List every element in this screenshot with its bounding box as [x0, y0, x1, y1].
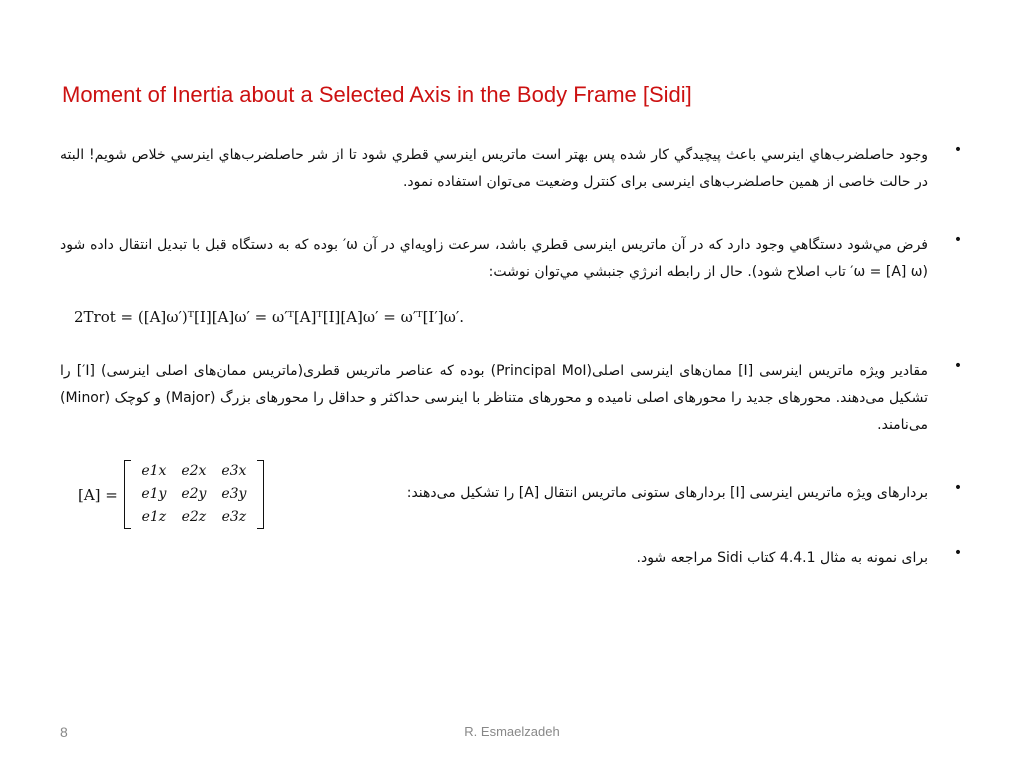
- matrix-cell: e2x: [181, 463, 207, 479]
- bullet-icon: •: [953, 232, 963, 248]
- bullet-item-3: [60, 358, 965, 442]
- bullet-text-3: مقادير ويژه ماتريس اينرسی [I] ممان‌های اينرسی اصلی(Principal MoI) بوده كه عناصر ماتريس قطری(ماتريس ممان‌های اصلی اينرسی) [I′] را تشكيل می‌دهند. محورهای جديد را محورهای اصلی ناميده و محورهای متناظر با اينرسی حداكثر و حداقل را محورهای بزرگ (Major) و كوچک (Minor) می‌نامند.: [60, 363, 928, 433]
- bullet-icon: •: [953, 358, 963, 374]
- bullet-icon: •: [953, 142, 963, 158]
- matrix-cell: e1z: [141, 509, 167, 525]
- matrix-cell: e3y: [221, 486, 247, 502]
- matrix-cell: e3x: [221, 463, 247, 479]
- matrix-cell: e3z: [221, 509, 247, 525]
- bullet-icon: •: [953, 545, 963, 561]
- footer-author: R. Esmaelzadeh: [464, 724, 560, 739]
- page-number: 8: [60, 724, 68, 740]
- matrix-cell: e1y: [141, 486, 167, 502]
- matrix-cell: e1x: [141, 463, 167, 479]
- matrix-cell: e2y: [181, 486, 207, 502]
- bullet-text-5: برای نمونه به مثال 4.4.1 كتاب Sidi مراجعه شود.: [636, 550, 928, 566]
- matrix-lhs: [A] =: [78, 485, 118, 504]
- bullet-icon: •: [953, 480, 963, 496]
- bullet-text-4: بردارهای ويژه ماتريس اينرسی [I] بردارهای ستونی ماتريس انتقال [A] را تشكيل می‌دهند:: [406, 485, 928, 501]
- matrix-cell: e2z: [181, 509, 207, 525]
- bullet-item-4: [60, 480, 965, 508]
- kinetic-energy-equation: 2Trot = ([A]ω′)ᵀ[I][A]ω′ = ω′ᵀ[A]ᵀ[I][A]ω′ = ω′ᵀ[I′]ω′.: [74, 308, 465, 326]
- bullet-text-2: فرض مي‌شود دستگاهي وجود دارد كه در آن ماتريس اينرسی قطري باشد، سرعت زاويه‌اي در آن ω′ بوده كه به دستگاه قبل با تبديل انتقال داده شود (ω = [A] ω′ تاب اصلاح شود). حال از رابطه انرژي جنبشي مي‌توان نوشت:: [60, 237, 929, 280]
- bullet-item-1: [60, 142, 965, 198]
- bullet-item-5: [60, 545, 965, 573]
- bullet-item-2: [60, 232, 965, 288]
- slide-title: Moment of Inertia about a Selected Axis in the Body Frame [Sidi]: [62, 82, 692, 107]
- bullet-text-1: وجود حاصلضرب‌هاي اينرسي باعث پيچيدگي كار شده پس بهتر است ماتريس اينرسي قطري شود تا از شر حاصلضرب‌هاي اينرسي خلاص شويم! البته در حالت خاصی از همين حاصلضرب‌های اينرسی برای كنترل وضعيت می‌توان استفاده نمود.: [60, 147, 928, 190]
